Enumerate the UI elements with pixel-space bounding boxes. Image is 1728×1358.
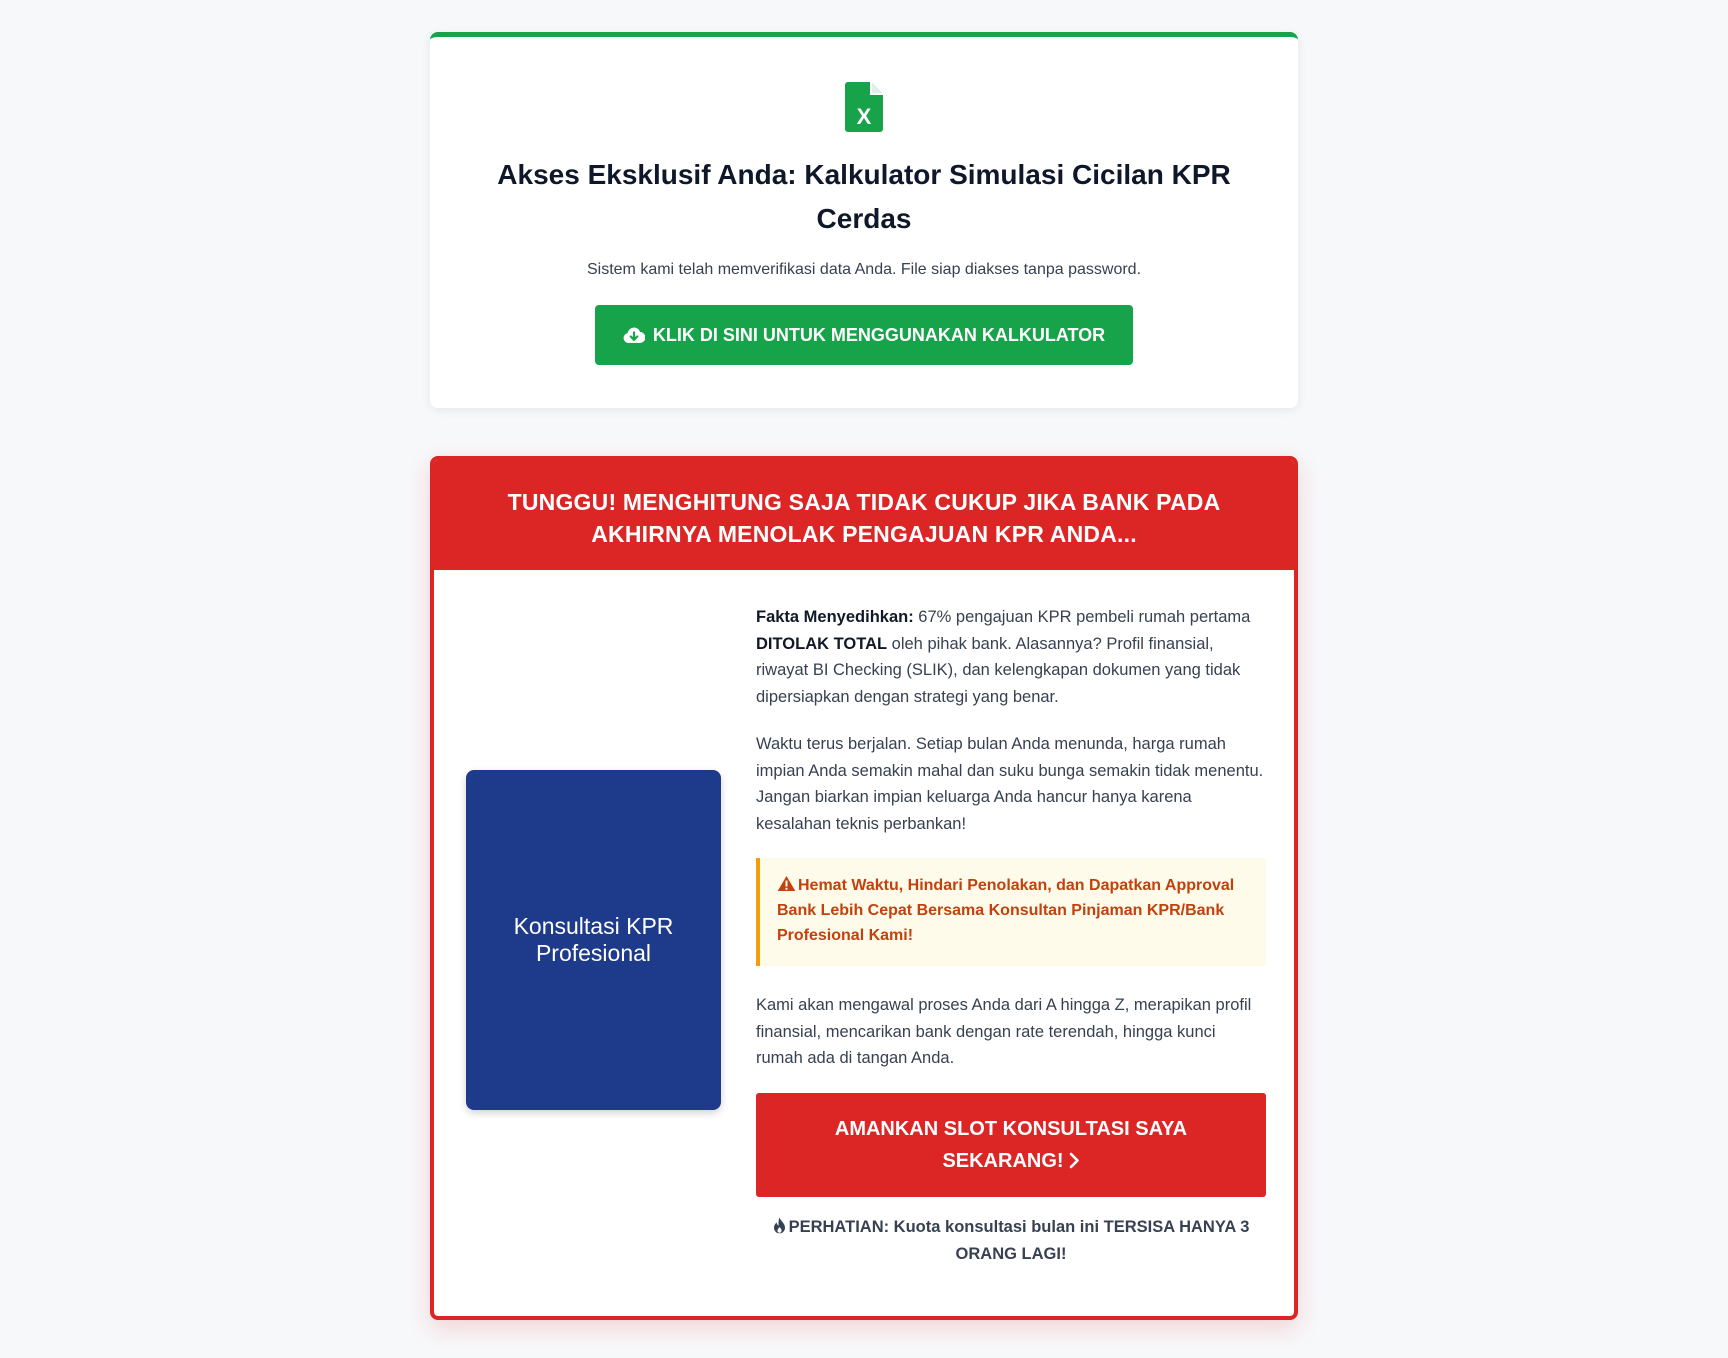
offer-header <box>434 460 1294 570</box>
fact-emphasis: DITOLAK TOTAL <box>756 634 888 653</box>
quota-warning-text: PERHATIAN: Kuota konsultasi bulan ini TERSISA HANYA 3 ORANG LAGI! <box>788 1217 1250 1263</box>
use-calculator-button[interactable] <box>595 305 1133 365</box>
offer-body <box>434 570 1294 1316</box>
offer-headline: TUNGGU! MENGHITUNG SAJA TIDAK CUKUP JIKA BANK PADA AKHIRNYA MENOLAK PENGAJUAN KPR ANDA... <box>507 489 1221 547</box>
chevron-right-icon <box>1068 1152 1080 1169</box>
book-consultation-label <box>816 1113 1206 1177</box>
svg-text:X: X <box>856 104 872 129</box>
fact-text-2: oleh pihak bank. Alasannya? Profil finansial, riwayat BI Checking (SLIK), dan kelengkapan dokumen yang tidak dipersiapkan dengan strategi yang benar. <box>756 634 1241 706</box>
cloud-download-icon <box>623 326 645 344</box>
excel-file-icon <box>845 82 883 132</box>
page-container <box>430 0 1298 1320</box>
urgency-paragraph: Waktu terus berjalan. Setiap bulan Anda menunda, harga rumah impian Anda semakin mahal dan suku bunga semakin tidak menentu. Jangan biarkan impian keluarga Anda hancur hanya karena kesalahan teknis perbankan! <box>756 735 1264 833</box>
use-calculator-label: KLIK DI SINI UNTUK MENGGUNAKAN KALKULATOR <box>652 324 1106 345</box>
fact-label: Fakta Menyedihkan: <box>756 608 914 626</box>
alert-box <box>756 858 1266 966</box>
fact-text-1: 67% pengajuan KPR pembeli rumah pertama <box>913 608 1251 626</box>
cta-text: AMANKAN SLOT KONSULTASI SAYA SEKARANG! <box>834 1117 1188 1172</box>
fact-paragraph <box>756 604 1266 710</box>
fire-icon <box>773 1217 786 1234</box>
offer-copy <box>756 604 1266 1268</box>
alert-text: Hemat Waktu, Hindari Penolakan, dan Dapatkan Approval Bank Lebih Cepat Bersama Konsultan Pinjaman KPR/Bank Profesional Kami! <box>777 877 1235 944</box>
book-consultation-button[interactable] <box>756 1093 1266 1197</box>
page-title: Akses Eksklusif Anda: Kalkulator Simulasi Cicilan KPR Cerdas <box>497 159 1231 234</box>
consultation-offer-card <box>430 456 1298 1320</box>
download-card <box>430 32 1298 408</box>
consultation-image-label: Konsultasi KPR Profesional <box>513 913 674 966</box>
verification-subtitle: Sistem kami telah memverifikasi data Anda. File siap diakses tanpa password. <box>586 261 1142 278</box>
consultation-image <box>466 770 721 1110</box>
service-paragraph: Kami akan mengawal proses Anda dari A hingga Z, merapikan profil finansial, mencarikan bank dengan rate terendah, hingga kunci rumah ada di tangan Anda. <box>756 996 1252 1067</box>
warning-triangle-icon <box>777 875 796 892</box>
quota-warning <box>756 1214 1266 1268</box>
